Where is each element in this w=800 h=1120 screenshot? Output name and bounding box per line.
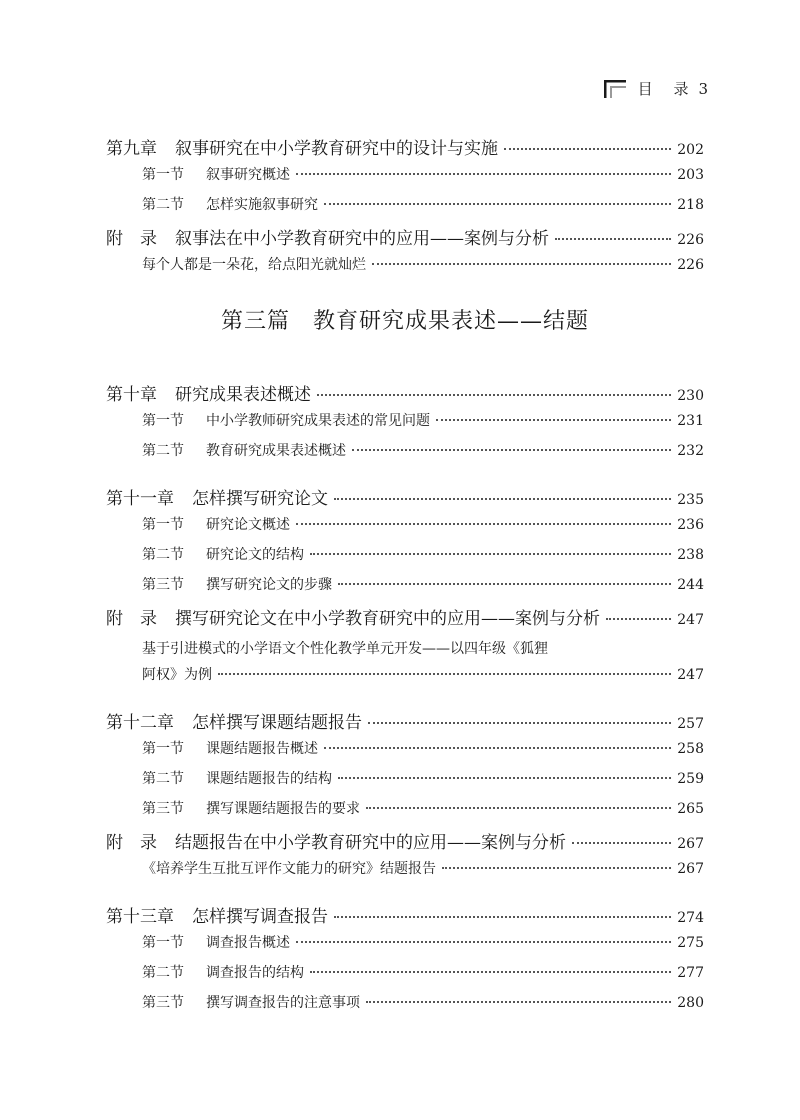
toc-entry-title: 调查报告概述 <box>206 935 290 951</box>
toc-page-number: 226 <box>677 232 704 248</box>
toc-item-wrapped-line[interactable]: 基于引进模式的小学语文个性化教学单元开发——以四年级《狐狸 <box>142 641 548 657</box>
leader-dots <box>442 867 671 869</box>
toc-entry-number: 第十章 <box>106 385 157 405</box>
toc-entry-title: 中小学教师研究成果表述的常见问题 <box>206 413 430 429</box>
toc-block-ch12 <box>106 708 704 888</box>
toc-section-row[interactable] <box>106 544 704 574</box>
toc-entry-number: 第一节 <box>142 413 184 429</box>
toc-entry-number: 第十一章 <box>106 489 174 509</box>
toc-page-number: 247 <box>677 612 704 628</box>
toc-entry-title: 怎样撰写课题结题报告 <box>192 713 362 733</box>
toc-page-number: 226 <box>677 257 704 273</box>
leader-dots <box>368 722 671 724</box>
corner-bracket-icon <box>604 80 626 98</box>
leader-dots <box>317 394 671 396</box>
toc-page-number: 247 <box>677 667 704 683</box>
toc-chapter-row[interactable] <box>106 484 704 514</box>
toc-page-number: 277 <box>677 965 704 981</box>
toc-entry-number: 第九章 <box>106 139 157 159</box>
toc-chapter-row[interactable] <box>106 902 704 932</box>
toc-entry-number: 第一节 <box>142 167 184 183</box>
toc-entry-title: 怎样撰写调查报告 <box>192 907 328 927</box>
toc-entry-title: 叙事研究概述 <box>206 167 290 183</box>
toc-entry-title: 课题结题报告的结构 <box>206 771 332 787</box>
leader-dots <box>372 263 671 265</box>
toc-section-row[interactable] <box>106 194 704 224</box>
toc-entry-title: 撰写研究论文在中小学教育研究中的应用——案例与分析 <box>175 609 600 629</box>
toc-page-number: 230 <box>677 388 704 404</box>
toc-entry-number: 第二节 <box>142 547 184 563</box>
table-of-contents <box>106 134 704 1022</box>
leader-dots <box>334 498 671 500</box>
toc-section-row[interactable] <box>106 410 704 440</box>
toc-page-number: 232 <box>677 443 704 459</box>
toc-entry-number: 附 录 <box>106 609 157 629</box>
toc-page-number: 202 <box>677 142 704 158</box>
leader-dots <box>324 203 671 205</box>
toc-entry-number: 第二节 <box>142 443 184 459</box>
toc-page-number: 218 <box>677 197 704 213</box>
toc-section-row[interactable] <box>106 992 704 1022</box>
toc-entry-title: 撰写调查报告的注意事项 <box>206 995 360 1011</box>
toc-page-number: 203 <box>677 167 704 183</box>
leader-dots <box>334 916 671 918</box>
toc-entry-title: 调查报告的结构 <box>206 965 304 981</box>
leader-dots <box>572 842 671 844</box>
toc-page-number: 267 <box>677 861 704 877</box>
toc-page-number: 274 <box>677 910 704 926</box>
toc-entry-title: 叙事法在中小学教育研究中的应用——案例与分析 <box>175 229 549 249</box>
toc-page-number: 280 <box>677 995 704 1011</box>
toc-entry-title: 叙事研究在中小学教育研究中的设计与实施 <box>175 139 498 159</box>
page-header <box>604 78 708 99</box>
toc-entry-title: 研究论文的结构 <box>206 547 304 563</box>
toc-chapter-row[interactable] <box>106 380 704 410</box>
toc-chapter-row[interactable] <box>106 828 704 858</box>
toc-item[interactable] <box>106 254 704 284</box>
leader-dots <box>338 777 671 779</box>
leader-dots <box>296 173 671 175</box>
toc-section-row[interactable] <box>106 962 704 992</box>
toc-section-row[interactable] <box>106 514 704 544</box>
toc-section-row[interactable] <box>106 768 704 798</box>
toc-section-row[interactable] <box>106 574 704 604</box>
toc-entry-number: 第三节 <box>142 995 184 1011</box>
toc-entry-title: 《培养学生互批互评作文能力的研究》结题报告 <box>142 861 436 877</box>
leader-dots <box>366 1001 671 1003</box>
leader-dots <box>310 971 671 973</box>
toc-chapter-row[interactable] <box>106 708 704 738</box>
toc-entry-number: 附 录 <box>106 229 157 249</box>
toc-page-number: 238 <box>677 547 704 563</box>
toc-page-number: 244 <box>677 577 704 593</box>
toc-entry-number: 第三节 <box>142 801 184 817</box>
toc-entry-title: 每个人都是一朵花，给点阳光就灿烂 <box>142 257 366 273</box>
toc-entry-number: 第一节 <box>142 517 184 533</box>
toc-chapter-row[interactable] <box>106 604 704 634</box>
toc-entry-title: 怎样撰写研究论文 <box>192 489 328 509</box>
toc-entry-title: 结题报告在中小学教育研究中的应用——案例与分析 <box>175 833 566 853</box>
toc-item[interactable] <box>106 858 704 888</box>
toc-entry-number: 第十二章 <box>106 713 174 733</box>
toc-page-number: 257 <box>677 716 704 732</box>
leader-dots <box>338 583 671 585</box>
toc-page-number: 231 <box>677 413 704 429</box>
toc-entry-title: 课题结题报告概述 <box>206 741 318 757</box>
toc-item[interactable] <box>106 664 704 694</box>
toc-block-ch11 <box>106 484 704 634</box>
toc-block-ch9 <box>106 134 704 284</box>
toc-section-row[interactable] <box>106 440 704 470</box>
toc-entry-title: 怎样实施叙事研究 <box>206 197 318 213</box>
toc-entry-title: 研究论文概述 <box>206 517 290 533</box>
toc-entry-title: 教育研究成果表述概述 <box>206 443 346 459</box>
toc-page-number: 235 <box>677 492 704 508</box>
leader-dots <box>324 747 671 749</box>
toc-entry-number: 第十三章 <box>106 907 174 927</box>
toc-page-number: 236 <box>677 517 704 533</box>
toc-entry-title: 撰写课题结题报告的要求 <box>206 801 360 817</box>
toc-item-title: 阿权》为例 <box>142 667 212 683</box>
leader-dots <box>296 523 671 525</box>
toc-entry-number: 第一节 <box>142 935 184 951</box>
leader-dots <box>310 553 671 555</box>
toc-page-number: 258 <box>677 741 704 757</box>
toc-entry-number: 附 录 <box>106 833 157 853</box>
toc-section-row[interactable] <box>106 798 704 828</box>
leader-dots <box>296 941 671 943</box>
leader-dots <box>218 673 671 675</box>
toc-chapter-row[interactable] <box>106 224 704 254</box>
toc-section-row[interactable] <box>106 738 704 768</box>
leader-dots <box>436 419 671 421</box>
toc-entry-number: 第二节 <box>142 965 184 981</box>
toc-entry-title: 研究成果表述概述 <box>175 385 311 405</box>
toc-entry-title: 撰写研究论文的步骤 <box>206 577 332 593</box>
part-title: 第三篇 教育研究成果表述——结题 <box>220 309 589 334</box>
toc-block-ch13 <box>106 902 704 1022</box>
toc-section-row[interactable] <box>106 164 704 194</box>
header-page-number: 3 <box>698 79 708 98</box>
leader-dots <box>504 148 671 150</box>
toc-entry-number: 第二节 <box>142 197 184 213</box>
leader-dots <box>352 449 671 451</box>
toc-section-row[interactable] <box>106 932 704 962</box>
toc-page-number: 275 <box>677 935 704 951</box>
toc-entry-number: 第一节 <box>142 741 184 757</box>
leader-dots <box>555 238 671 240</box>
leader-dots <box>606 618 671 620</box>
toc-page-number: 265 <box>677 801 704 817</box>
leader-dots <box>366 807 671 809</box>
toc-block-ch10 <box>106 380 704 470</box>
toc-page-number: 267 <box>677 836 704 852</box>
toc-entry-number: 第三节 <box>142 577 184 593</box>
toc-chapter-row[interactable] <box>106 134 704 164</box>
toc-entry-number: 第二节 <box>142 771 184 787</box>
header-title: 目 录 <box>637 80 697 98</box>
toc-page-number: 259 <box>677 771 704 787</box>
